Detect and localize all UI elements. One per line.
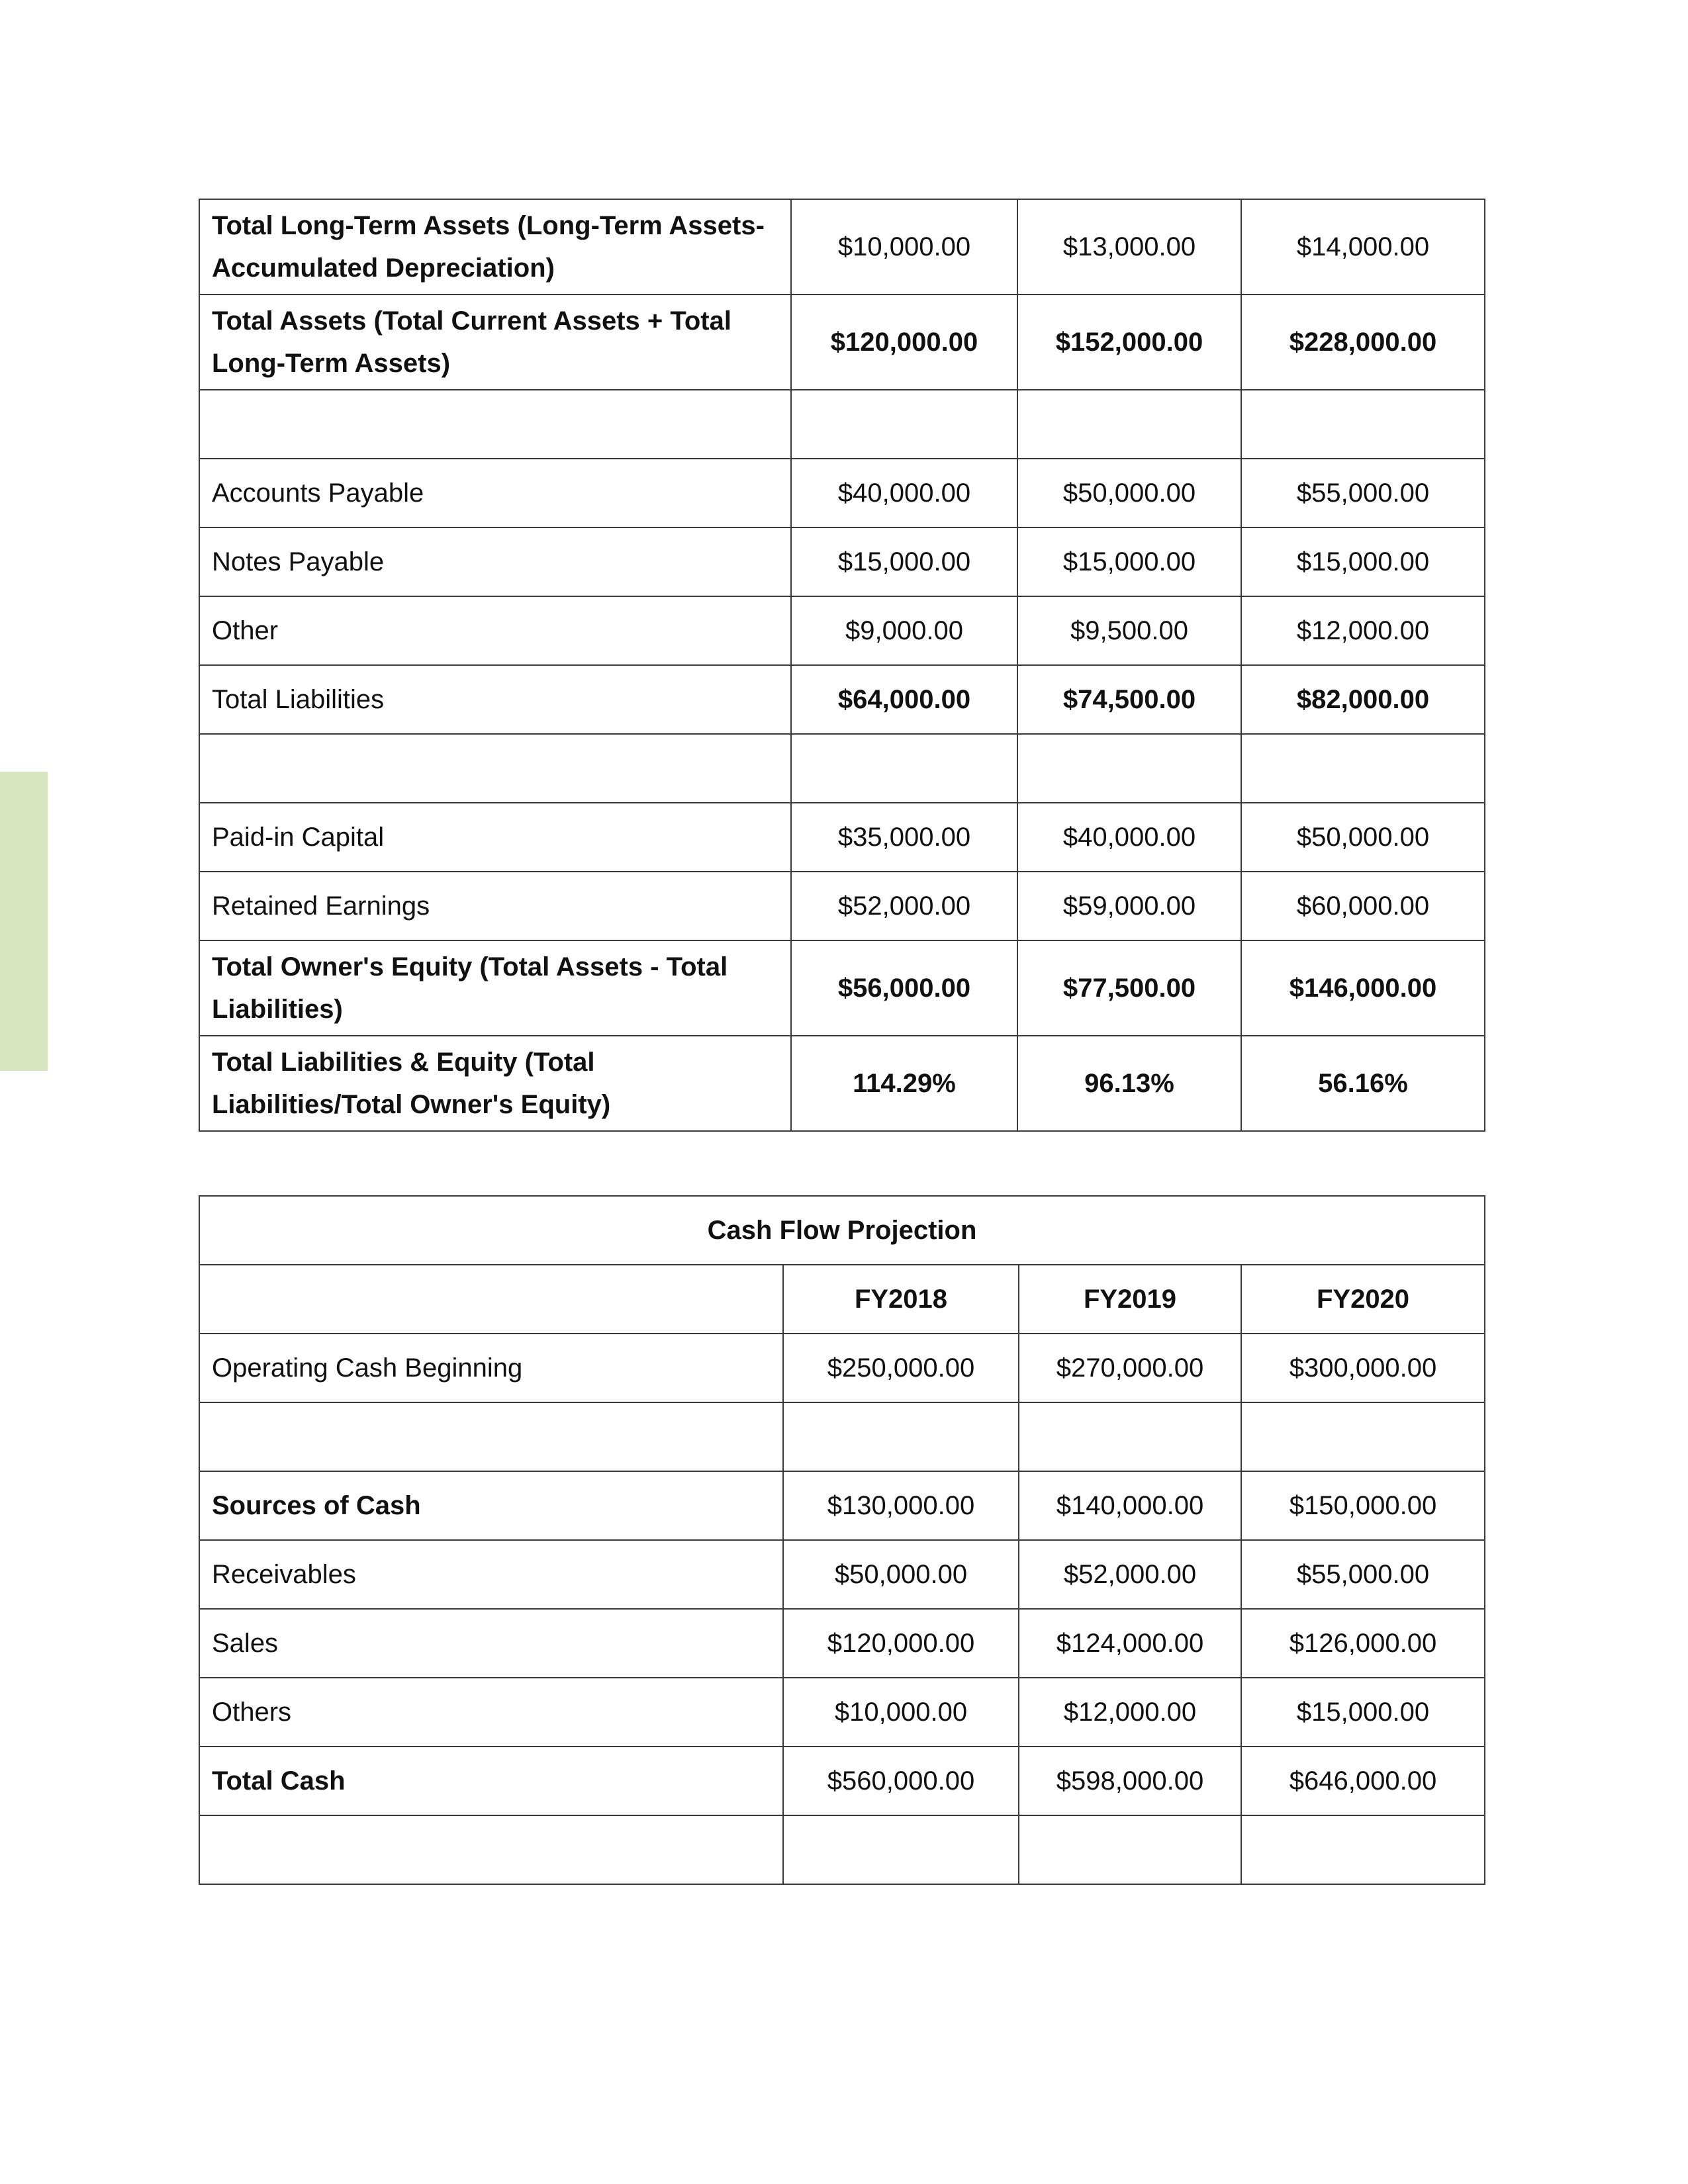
table-row	[199, 1815, 1485, 1884]
table-row	[199, 1036, 1485, 1131]
value-cell: $35,000.00	[791, 803, 1017, 872]
value-cell	[1241, 1815, 1485, 1884]
value-cell: $150,000.00	[1241, 1471, 1485, 1540]
row-label: Accounts Payable	[199, 459, 791, 527]
value-cell: $9,500.00	[1017, 596, 1241, 665]
value-cell: $10,000.00	[791, 199, 1017, 295]
table-title: Cash Flow Projection	[199, 1196, 1485, 1265]
value-cell: $52,000.00	[791, 872, 1017, 940]
row-label: Other	[199, 596, 791, 665]
value-cell: $40,000.00	[791, 459, 1017, 527]
value-cell	[1017, 734, 1241, 803]
value-cell	[1241, 734, 1485, 803]
table-row	[199, 1540, 1485, 1609]
value-cell	[783, 1402, 1019, 1471]
row-label	[199, 390, 791, 459]
value-cell: $55,000.00	[1241, 459, 1485, 527]
row-label: Operating Cash Beginning	[199, 1334, 783, 1402]
value-cell: $15,000.00	[1241, 527, 1485, 596]
value-cell: $126,000.00	[1241, 1609, 1485, 1678]
value-cell: $15,000.00	[791, 527, 1017, 596]
value-cell: $77,500.00	[1017, 940, 1241, 1036]
balance-sheet-table	[199, 199, 1485, 1132]
table-row	[199, 1678, 1485, 1747]
table-row	[199, 1402, 1485, 1471]
value-cell: $250,000.00	[783, 1334, 1019, 1402]
table-row	[199, 596, 1485, 665]
side-accent-tab	[0, 772, 48, 1071]
value-cell: $124,000.00	[1019, 1609, 1241, 1678]
table-header-row	[199, 1265, 1485, 1334]
table-row	[199, 665, 1485, 734]
column-header: FY2019	[1019, 1265, 1241, 1334]
row-label: Sales	[199, 1609, 783, 1678]
row-label: Notes Payable	[199, 527, 791, 596]
value-cell: $15,000.00	[1241, 1678, 1485, 1747]
value-cell: $598,000.00	[1019, 1747, 1241, 1815]
table-row	[199, 459, 1485, 527]
value-cell: $228,000.00	[1241, 295, 1485, 390]
cash-flow-table	[199, 1195, 1485, 1885]
value-cell: $82,000.00	[1241, 665, 1485, 734]
table-row	[199, 390, 1485, 459]
table-row	[199, 940, 1485, 1036]
row-label: Total Liabilities	[199, 665, 791, 734]
value-cell: $10,000.00	[783, 1678, 1019, 1747]
value-cell	[1019, 1815, 1241, 1884]
value-cell	[783, 1815, 1019, 1884]
value-cell	[1017, 390, 1241, 459]
row-label: Total Assets (Total Current Assets + Total Long-Term Assets)	[199, 295, 791, 390]
value-cell: 96.13%	[1017, 1036, 1241, 1131]
row-label	[199, 1815, 783, 1884]
value-cell: $270,000.00	[1019, 1334, 1241, 1402]
value-cell: 56.16%	[1241, 1036, 1485, 1131]
table-row	[199, 872, 1485, 940]
value-cell: $12,000.00	[1241, 596, 1485, 665]
table-row	[199, 734, 1485, 803]
column-header: FY2020	[1241, 1265, 1485, 1334]
value-cell: $146,000.00	[1241, 940, 1485, 1036]
row-label: Others	[199, 1678, 783, 1747]
value-cell: $9,000.00	[791, 596, 1017, 665]
value-cell: $74,500.00	[1017, 665, 1241, 734]
value-cell: $60,000.00	[1241, 872, 1485, 940]
value-cell: $55,000.00	[1241, 1540, 1485, 1609]
value-cell	[1241, 1402, 1485, 1471]
value-cell	[1241, 390, 1485, 459]
value-cell: $13,000.00	[1017, 199, 1241, 295]
row-label: Total Long-Term Assets (Long-Term Assets-Accumulated Depreciation)	[199, 199, 791, 295]
row-label: Retained Earnings	[199, 872, 791, 940]
value-cell	[791, 390, 1017, 459]
column-header	[199, 1265, 783, 1334]
value-cell: $15,000.00	[1017, 527, 1241, 596]
value-cell: $50,000.00	[1017, 459, 1241, 527]
value-cell: $560,000.00	[783, 1747, 1019, 1815]
value-cell: $120,000.00	[783, 1609, 1019, 1678]
row-label: Total Liabilities & Equity (Total Liabilities/Total Owner's Equity)	[199, 1036, 791, 1131]
table-row	[199, 295, 1485, 390]
value-cell: $56,000.00	[791, 940, 1017, 1036]
value-cell: $140,000.00	[1019, 1471, 1241, 1540]
row-label: Total Cash	[199, 1747, 783, 1815]
table-row	[199, 1334, 1485, 1402]
table-title-row	[199, 1196, 1485, 1265]
value-cell: $14,000.00	[1241, 199, 1485, 295]
value-cell: $120,000.00	[791, 295, 1017, 390]
value-cell: 114.29%	[791, 1036, 1017, 1131]
row-label	[199, 1402, 783, 1471]
table-row	[199, 1609, 1485, 1678]
table-row	[199, 1747, 1485, 1815]
table-row	[199, 199, 1485, 295]
value-cell: $50,000.00	[783, 1540, 1019, 1609]
value-cell: $130,000.00	[783, 1471, 1019, 1540]
value-cell: $40,000.00	[1017, 803, 1241, 872]
value-cell: $59,000.00	[1017, 872, 1241, 940]
table-row	[199, 527, 1485, 596]
value-cell	[791, 734, 1017, 803]
value-cell: $52,000.00	[1019, 1540, 1241, 1609]
row-label: Total Owner's Equity (Total Assets - Total Liabilities)	[199, 940, 791, 1036]
value-cell: $50,000.00	[1241, 803, 1485, 872]
value-cell: $300,000.00	[1241, 1334, 1485, 1402]
row-label: Paid-in Capital	[199, 803, 791, 872]
row-label: Sources of Cash	[199, 1471, 783, 1540]
column-header: FY2018	[783, 1265, 1019, 1334]
table-row	[199, 803, 1485, 872]
value-cell: $646,000.00	[1241, 1747, 1485, 1815]
row-label	[199, 734, 791, 803]
value-cell: $64,000.00	[791, 665, 1017, 734]
value-cell: $12,000.00	[1019, 1678, 1241, 1747]
table-row	[199, 1471, 1485, 1540]
value-cell: $152,000.00	[1017, 295, 1241, 390]
row-label: Receivables	[199, 1540, 783, 1609]
value-cell	[1019, 1402, 1241, 1471]
